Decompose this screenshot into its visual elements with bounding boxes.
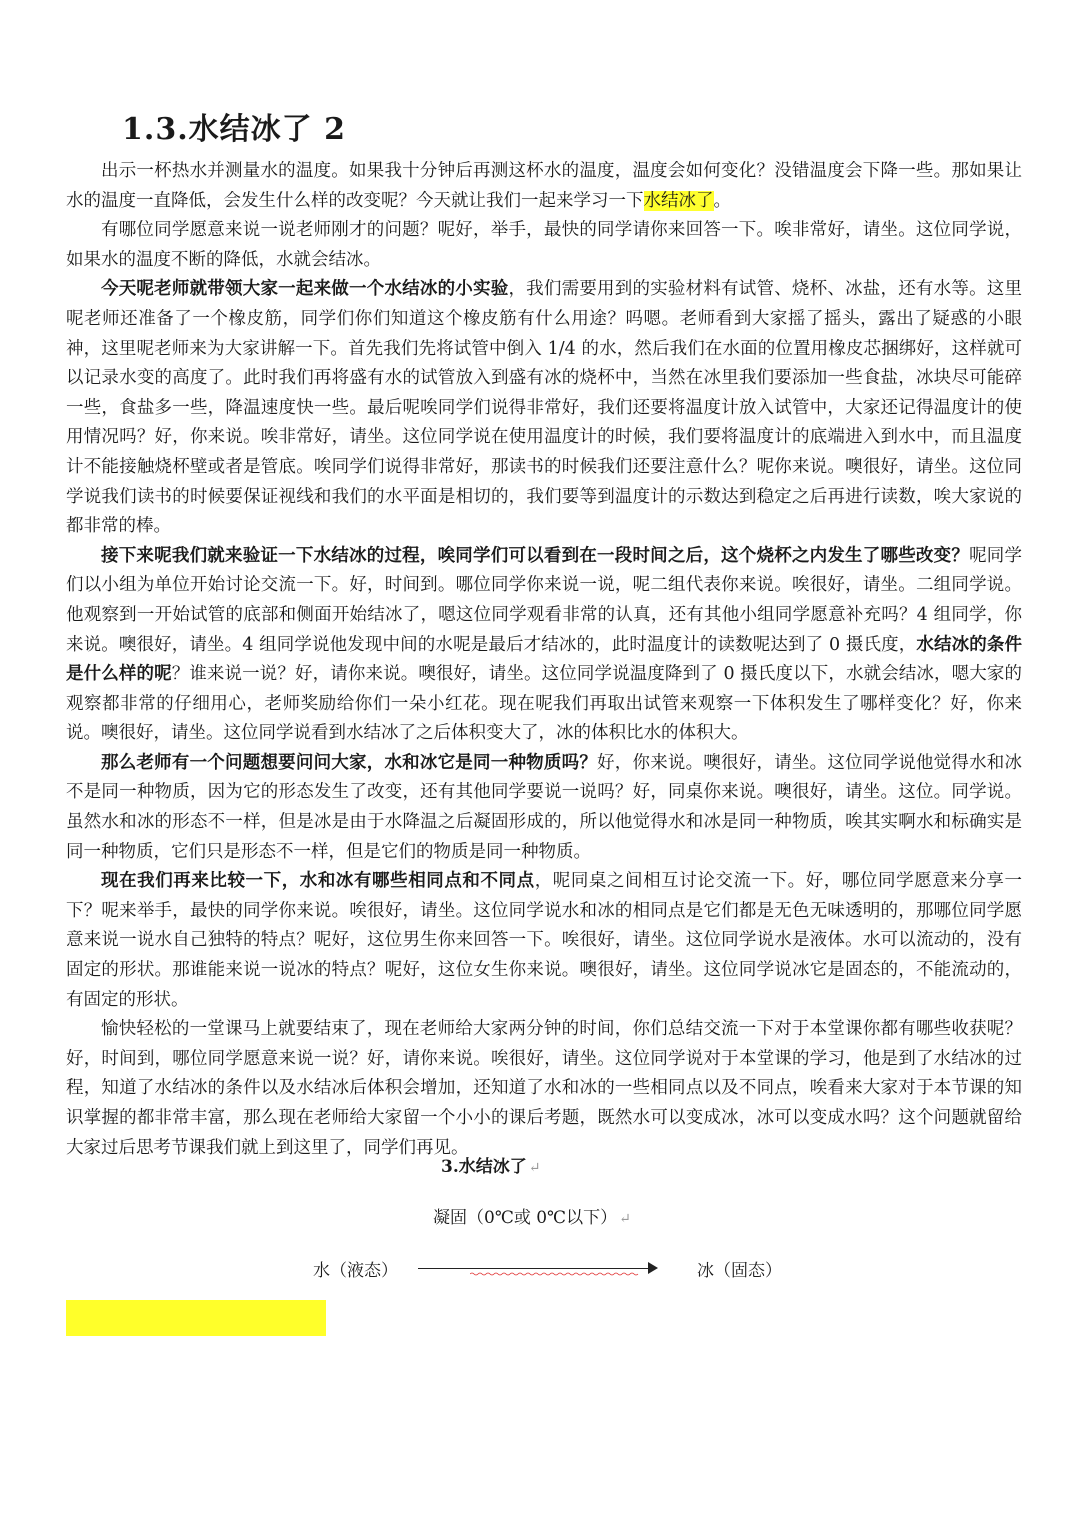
bold-text: 今天呢老师就带领大家一起来做一个水结冰的小实验: [101, 279, 509, 300]
body-paragraph: [66, 867, 1022, 1015]
text-segment: ？谁来说一说？好，请你来说。噢很好，请坐。这位同学说温度降到了 0 摄氏度以下，水就会结冰，嗯大家的观察都非常的仔细用心，老师奖励给你们一朵小红花。现在呢我们再取出试管来观察一下体积发生了哪样变化？好，你来说。噢很好，请坐。这位同学说看到水结冰了之后体积变大了，冰的体积比水的体积大。: [66, 664, 1023, 744]
freezing-condition: [433, 1203, 631, 1228]
freezing-condition-text: 凝固（0℃或 0℃以下）: [433, 1208, 618, 1228]
ice-state-label: 冰（固态）: [697, 1261, 782, 1281]
text-segment: 好，你来说。噢很好，请坐。这位同学说他觉得水和冰不是同一种物质，因为它的形态发生了改变，还有其他同学要说一说吗？好，同桌你来说。噢很好，请坐。这位。同学说。虽然水和冰的形态不一样，但是冰是由于水降温之后凝固形成的，所以他觉得水和冰是同一种物质，唉其实啊水和标确实是同一种物质，它们只是形态不一样，但是它们的物质是同一种物质。: [66, 752, 1023, 862]
body-paragraph: [66, 157, 1022, 216]
bold-text: 接下来呢我们就来验证一下水结冰的过程，唉同学们可以看到在一段时间之后，这个烧杯之内发生了哪些改变？: [101, 545, 970, 566]
text-segment: ，呢同桌之间相互讨论交流一下。好，哪位同学愿意来分享一下？呢来举手，最快的同学你来说。唉很好，请坐。这位同学说水和冰的相同点是它们都是无色无味透明的，那哪位同学愿意来说一说水自己独特的特点？呢好，这位男生你来回答一下。唉很好，请坐。这位同学说水是液体。水可以流动的，没有固定的形状。那谁能来说一说冰的特点？呢好，这位女生你来说。噢很好，请坐。这位同学说冰它是固态的，不能流动的，有固定的形状。: [66, 871, 1023, 1010]
highlight-block: [66, 1300, 326, 1336]
text-segment: 呢同学们以小组为单位开始讨论交流一下。好，时间到。哪位同学你来说一说，呢二组代表你来说。唉很好，请坐。二组同学说。他观察到一开始试管的底部和侧面开始结冰了，嗯这位同学观看非常的认真，还有其他小组同学愿意补充吗？4 组同学，你来说。噢很好，请坐。4 组同学说他发现中间的水呢是最后才结冰的，此时温度计的读数呢达到了 0 摄氏度，: [66, 545, 1023, 655]
text-segment: 出示一杯热水并测量水的温度。如果我十分钟后再测这杯水的温度，温度会如何变化？没错温度会下降一些。那如果让水的温度一直降低，会发生什么样的改变呢？今天就让我们一起来学习一下: [66, 161, 1022, 211]
bold-text: 现在我们再来比较一下，水和冰有哪些相同点和不同点: [101, 871, 535, 892]
body-paragraph: [66, 1015, 1022, 1163]
body-paragraph: [66, 542, 1022, 749]
page-title: 1.3.水结冰了 2: [122, 112, 346, 147]
highlighted-text: 水结冰了: [643, 190, 714, 211]
text-segment: ，我们需要用到的实验材料有试管、烧杯、冰盐，还有水等。这里呢老师还准备了一个橡皮筋，同学们你们知道这个橡皮筋有什么用途？吗嗯。老师看到大家摇了摇头，露出了疑惑的小眼神，这里呢老师来为大家讲解一下。首先我们先将试管中倒入 1/4 的水，然后我们在水面的位置用橡皮芯捆绑好，这样就可以记录水变的高度了。此时我们再将盛有水的试管放入到盛有冰的烧杯中，当然在冰里我们要添加一些食盐，冰块尽可能碎一些，食盐多一些，降温速度快一些。最后呢唉同学们说得非常好，我们还要将温度计放入试管中，大家还记得温度计的使用情况吗？好，你来说。唉非常好，请坐。这位同学说在使用温度计的时候，我们要将温度计的底端进入到水中，而且温度计不能接触烧杯壁或者是管底。唉同学们说得非常好，那读书的时候我们还要注意什么？呢你来说。噢很好，请坐。这位同学说我们读书的时候要保证视线和我们的水平面是相切的，我们要等到温度计的示数达到稳定之后再进行读数，唉大家说的都非常的棒。: [66, 279, 1023, 537]
arrow-head-icon: [648, 1262, 658, 1274]
water-state-label: 水（液态）: [313, 1261, 398, 1281]
freezing-arrow-line: [418, 1268, 651, 1269]
body-paragraph: [66, 216, 1022, 275]
bold-text: 水结冰的条件是什么样的呢: [66, 634, 1023, 685]
text-segment: 。: [713, 190, 731, 211]
bold-text: 那么老师有一个问题想要问问大家，水和冰它是同一种物质吗？: [101, 752, 598, 773]
paragraph-return-icon: ↵: [528, 1160, 541, 1176]
text-segment: 有哪位同学愿意来说一说老师刚才的问题？呢好，举手，最快的同学请你来回答一下。唉非常好，请坐。这位同学说，如果水的温度不断的降低，水就会结冰。: [66, 220, 1022, 270]
summary-title-text: 3.水结冰了: [441, 1157, 527, 1177]
lesson-body: [66, 157, 1022, 1163]
summary-title: [441, 1152, 540, 1177]
body-paragraph: [66, 275, 1022, 541]
text-segment: 愉快轻松的一堂课马上就要结束了，现在老师给大家两分钟的时间，你们总结交流一下对于本堂课你都有哪些收获呢？好，时间到，哪位同学愿意来说一说？好，请你来说。唉很好，请坐。这位同学说对于本堂课的学习，他是到了水结冰的过程，知道了水结冰的条件以及水结冰后体积会增加，还知道了水和冰的一些相同点以及不同点，唉看来大家对于本节课的知识掌握的都非常丰富，那么现在老师给大家留一个小小的课后考题，既然水可以变成冰，冰可以变成水吗？这个问题就留给大家过后思考节课我们就上到这里了，同学们再见。: [66, 1019, 1022, 1158]
paragraph-return-icon: ↵: [619, 1211, 631, 1227]
body-paragraph: [66, 749, 1022, 867]
spellcheck-squiggle: [470, 1272, 640, 1276]
